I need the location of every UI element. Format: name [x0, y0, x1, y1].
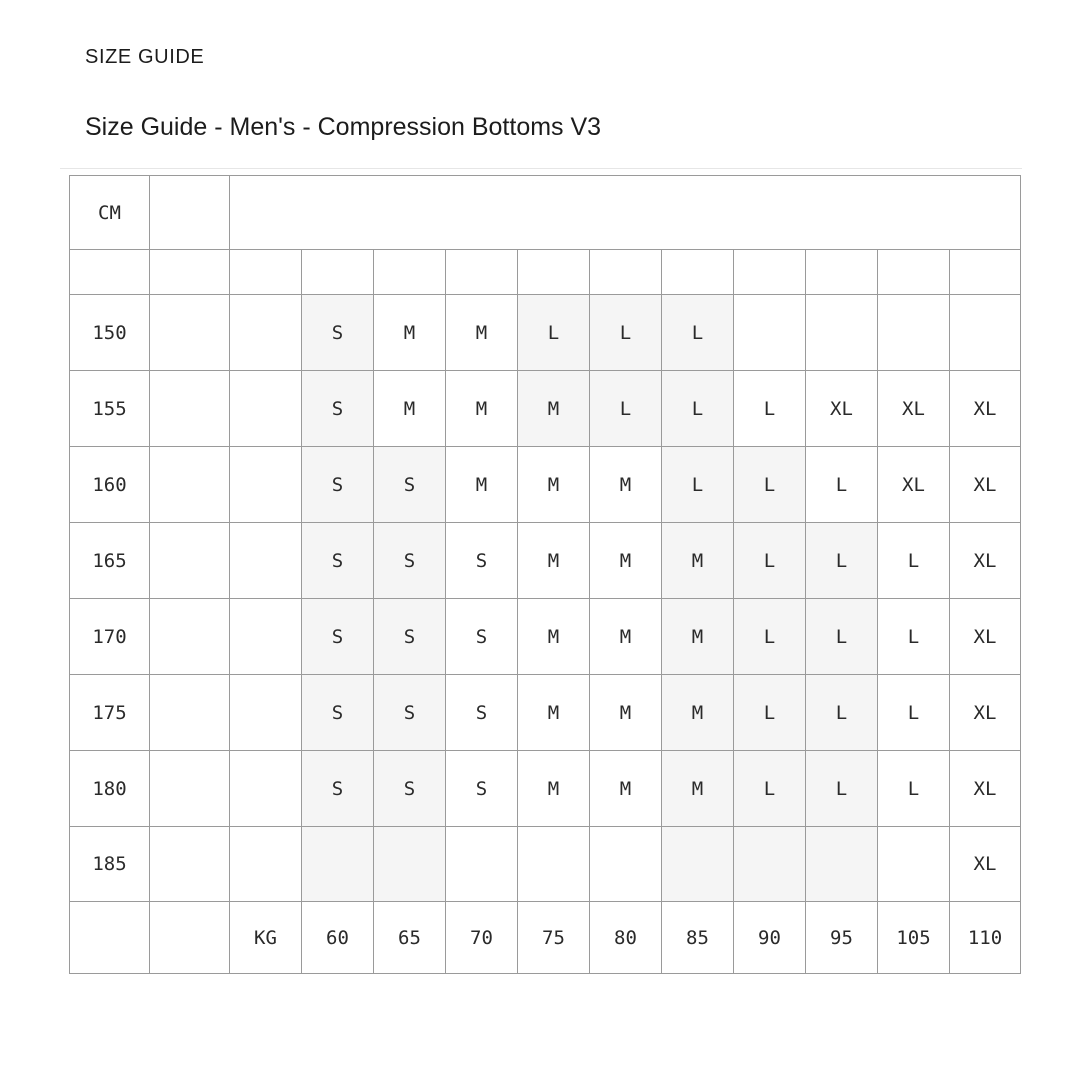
size-cell: S	[302, 447, 374, 523]
empty-cell	[150, 902, 230, 974]
size-cell: L	[734, 523, 806, 599]
size-cell: S	[374, 599, 446, 675]
size-cell	[590, 827, 662, 902]
size-cell: XL	[950, 675, 1021, 751]
empty-cell	[230, 751, 302, 827]
empty-cell	[302, 250, 374, 295]
empty-cell	[150, 295, 230, 371]
size-cell: L	[734, 599, 806, 675]
empty-cell	[150, 176, 230, 250]
size-cell: XL	[950, 371, 1021, 447]
size-cell	[950, 295, 1021, 371]
height-value: 185	[70, 827, 150, 902]
size-cell: L	[734, 371, 806, 447]
empty-cell	[150, 675, 230, 751]
size-cell: L	[590, 371, 662, 447]
empty-cell	[806, 250, 878, 295]
size-cell: M	[518, 371, 590, 447]
size-cell: S	[374, 675, 446, 751]
empty-cell	[230, 599, 302, 675]
size-cell: S	[446, 523, 518, 599]
size-cell: M	[662, 675, 734, 751]
height-value: 180	[70, 751, 150, 827]
size-cell: M	[518, 523, 590, 599]
empty-cell	[590, 250, 662, 295]
size-cell: M	[662, 599, 734, 675]
size-cell	[374, 827, 446, 902]
empty-cell	[150, 599, 230, 675]
size-cell: XL	[950, 751, 1021, 827]
empty-cell	[150, 827, 230, 902]
height-value: 170	[70, 599, 150, 675]
empty-cell	[230, 371, 302, 447]
size-cell: S	[302, 751, 374, 827]
size-cell: L	[806, 523, 878, 599]
size-cell	[806, 295, 878, 371]
size-cell: L	[806, 675, 878, 751]
size-cell: L	[878, 523, 950, 599]
size-cell: S	[374, 523, 446, 599]
empty-cell	[230, 250, 302, 295]
size-cell: M	[518, 447, 590, 523]
size-cell: M	[590, 599, 662, 675]
size-cell: S	[374, 751, 446, 827]
size-cell	[302, 827, 374, 902]
size-cell: M	[518, 751, 590, 827]
size-cell: L	[878, 599, 950, 675]
empty-cell	[374, 250, 446, 295]
size-cell	[662, 827, 734, 902]
empty-cell	[878, 250, 950, 295]
size-cell: L	[878, 751, 950, 827]
size-cell	[734, 295, 806, 371]
size-cell: XL	[950, 827, 1021, 902]
empty-cell	[446, 250, 518, 295]
size-cell: M	[374, 371, 446, 447]
size-cell	[446, 827, 518, 902]
size-cell	[878, 295, 950, 371]
size-cell: M	[590, 523, 662, 599]
size-cell: L	[734, 447, 806, 523]
empty-cell	[230, 295, 302, 371]
size-cell: L	[662, 371, 734, 447]
height-value: 175	[70, 675, 150, 751]
divider	[60, 168, 1022, 169]
size-cell: M	[590, 751, 662, 827]
empty-cell	[150, 250, 230, 295]
size-cell: L	[806, 751, 878, 827]
empty-cell	[230, 523, 302, 599]
weight-value: 95	[806, 902, 878, 974]
size-cell: XL	[878, 371, 950, 447]
size-cell: XL	[806, 371, 878, 447]
empty-cell	[150, 371, 230, 447]
weight-value: 65	[374, 902, 446, 974]
weight-value: 80	[590, 902, 662, 974]
size-cell: L	[734, 751, 806, 827]
size-chart-table	[69, 175, 1021, 974]
height-value: 165	[70, 523, 150, 599]
size-cell: L	[518, 295, 590, 371]
weight-value: 90	[734, 902, 806, 974]
size-cell: L	[806, 447, 878, 523]
size-cell: XL	[878, 447, 950, 523]
size-cell: L	[734, 675, 806, 751]
size-cell: S	[374, 447, 446, 523]
size-cell	[518, 827, 590, 902]
size-cell	[806, 827, 878, 902]
header-span	[230, 176, 1021, 250]
empty-cell	[662, 250, 734, 295]
size-cell: S	[302, 599, 374, 675]
empty-cell	[70, 250, 150, 295]
empty-cell	[950, 250, 1021, 295]
weight-value: 85	[662, 902, 734, 974]
section-eyebrow: SIZE GUIDE	[85, 46, 205, 68]
size-cell: M	[446, 295, 518, 371]
height-value: 150	[70, 295, 150, 371]
size-cell: M	[446, 447, 518, 523]
empty-cell	[230, 675, 302, 751]
weight-value: 70	[446, 902, 518, 974]
weight-value: 60	[302, 902, 374, 974]
empty-cell	[150, 751, 230, 827]
size-cell	[878, 827, 950, 902]
weight-value: 110	[950, 902, 1021, 974]
size-cell: S	[302, 371, 374, 447]
weight-value: 75	[518, 902, 590, 974]
size-cell: S	[446, 675, 518, 751]
empty-cell	[70, 902, 150, 974]
size-cell: M	[518, 599, 590, 675]
height-unit-header: CM	[70, 176, 150, 250]
weight-unit-header: KG	[230, 902, 302, 974]
size-cell: S	[302, 295, 374, 371]
size-cell: M	[590, 447, 662, 523]
size-cell	[734, 827, 806, 902]
page-title: Size Guide - Men's - Compression Bottoms V3	[85, 113, 602, 141]
empty-cell	[230, 447, 302, 523]
empty-cell	[150, 523, 230, 599]
size-cell: XL	[950, 523, 1021, 599]
size-cell: L	[662, 447, 734, 523]
size-cell: S	[302, 675, 374, 751]
size-cell: L	[662, 295, 734, 371]
size-cell: S	[446, 599, 518, 675]
weight-value: 105	[878, 902, 950, 974]
size-cell: L	[806, 599, 878, 675]
size-cell: M	[662, 751, 734, 827]
size-cell: L	[590, 295, 662, 371]
size-cell: M	[374, 295, 446, 371]
size-cell: S	[446, 751, 518, 827]
empty-cell	[518, 250, 590, 295]
size-cell: S	[302, 523, 374, 599]
empty-cell	[150, 447, 230, 523]
size-cell: M	[662, 523, 734, 599]
height-value: 160	[70, 447, 150, 523]
size-cell: M	[590, 675, 662, 751]
height-value: 155	[70, 371, 150, 447]
size-cell: XL	[950, 599, 1021, 675]
size-cell: M	[518, 675, 590, 751]
empty-cell	[230, 827, 302, 902]
size-cell: L	[878, 675, 950, 751]
empty-cell	[734, 250, 806, 295]
size-cell: M	[446, 371, 518, 447]
size-cell: XL	[950, 447, 1021, 523]
